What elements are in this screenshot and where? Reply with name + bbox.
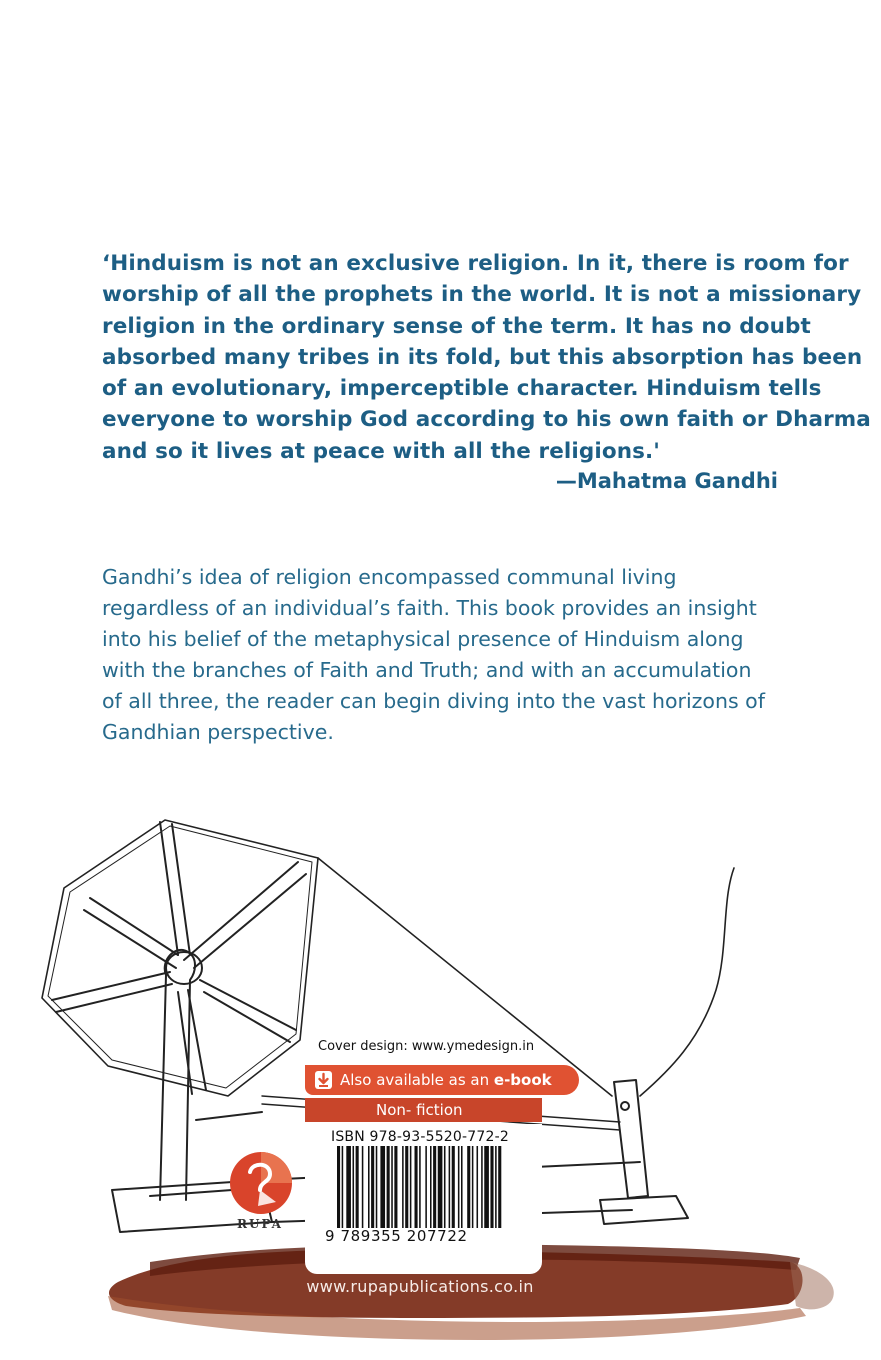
barcode-bar [452, 1146, 455, 1228]
barcode-bar [356, 1146, 359, 1228]
blurb-line: regardless of an individual’s faith. This book provides an insight [102, 596, 757, 620]
ebook-label-emphasis: e-book [493, 1071, 552, 1089]
quote-attribution: —Mahatma Gandhi [555, 469, 778, 493]
ebook-label [340, 1065, 552, 1095]
quote-block [102, 248, 871, 467]
barcode-bar [449, 1146, 451, 1228]
barcode-bar [461, 1146, 463, 1228]
ebook-label-prefix: Also available as an [340, 1071, 494, 1089]
barcode-bar [405, 1146, 408, 1228]
barcode-bar [410, 1146, 412, 1228]
blurb-line: Gandhian perspective. [102, 720, 334, 744]
barcode-bar [458, 1146, 460, 1228]
genre-label: Non- fiction [305, 1098, 542, 1122]
quote-line: absorbed many tribes in its fold, but this absorption has been [102, 344, 863, 370]
quote-line: everyone to worship God according to his own faith or Dharma [102, 407, 871, 433]
barcode-bar [394, 1146, 397, 1228]
quote-line: of an evolutionary, imperceptible character. Hinduism tells [102, 376, 822, 402]
barcode-bar [337, 1146, 340, 1228]
download-icon [315, 1071, 332, 1089]
barcode-bar [498, 1146, 501, 1228]
quote-line: worship of all the prophets in the world. It is not a missionary [102, 282, 862, 308]
barcode-bar [376, 1146, 378, 1228]
barcode-bar [481, 1146, 483, 1228]
barcode-bar [391, 1146, 393, 1228]
barcode-bar [419, 1146, 421, 1228]
isbn-label: ISBN 978-93-5520-772-2 [331, 1129, 509, 1145]
barcode-bar [371, 1146, 374, 1228]
barcode-bar [353, 1146, 355, 1228]
barcode-bar [402, 1146, 404, 1228]
quote-line: and so it lives at peace with all the religions.' [102, 438, 660, 464]
barcode-bar [346, 1146, 351, 1228]
barcode [337, 1146, 533, 1228]
blurb-line: into his belief of the metaphysical presence of Hinduism along [102, 627, 744, 651]
barcode-bar [495, 1146, 497, 1228]
barcode-bar [472, 1146, 474, 1228]
blurb-line: Gandhi’s idea of religion encompassed communal living [102, 565, 677, 589]
barcode-bar [490, 1146, 493, 1228]
barcode-bar [342, 1146, 344, 1228]
rupa-logo-icon [228, 1150, 294, 1216]
barcode-bar [362, 1146, 364, 1228]
quote-line: ‘Hinduism is not an exclusive religion. In it, there is room for [102, 251, 849, 276]
barcode-digits: 9 789355 207722 [325, 1227, 468, 1245]
barcode-bar [467, 1146, 470, 1228]
barcode-bar [415, 1146, 418, 1228]
barcode-bar [430, 1146, 432, 1228]
barcode-bar [425, 1146, 427, 1228]
quote-line: religion in the ordinary sense of the term. It has no doubt [102, 313, 811, 339]
publisher-website: www.rupapublications.co.in [306, 1277, 534, 1296]
blurb-line: of all three, the reader can begin diving into the vast horizons of [102, 689, 765, 713]
barcode-bar [387, 1146, 390, 1228]
barcode-bar [484, 1146, 489, 1228]
blurb-line: with the branches of Faith and Truth; and with an accumulation [102, 658, 752, 682]
barcode-bar [477, 1146, 479, 1228]
barcode-bar [368, 1146, 370, 1228]
ebook-badge [305, 1065, 579, 1095]
cover-design-credit: Cover design: www.ymedesign.in [318, 1039, 535, 1054]
barcode-bar [444, 1146, 446, 1228]
publisher-name: RUPA [237, 1217, 283, 1231]
book-blurb [102, 562, 802, 748]
barcode-bar [380, 1146, 385, 1228]
barcode-bar [433, 1146, 436, 1228]
barcode-bar [438, 1146, 443, 1228]
